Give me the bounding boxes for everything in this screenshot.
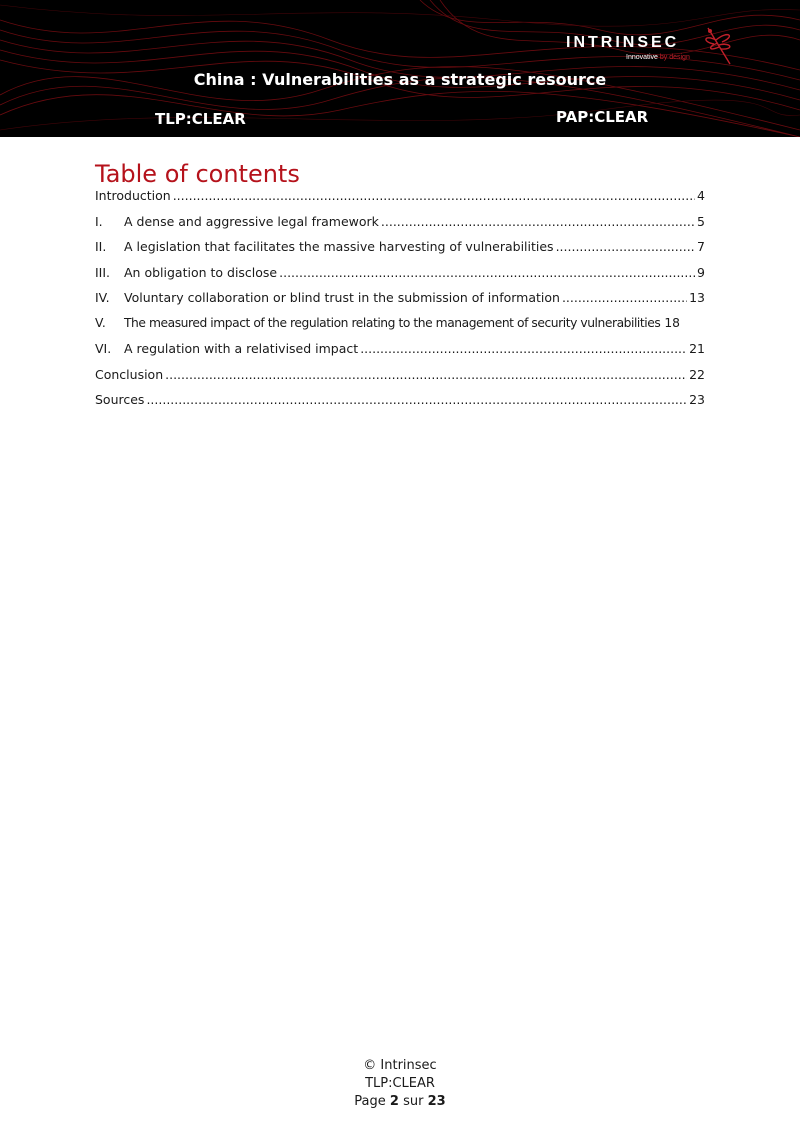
toc-leader-dots [360, 341, 687, 356]
logo-tagline [626, 54, 690, 61]
toc-leader-dots [556, 239, 695, 254]
toc-entry-section-4[interactable] [95, 290, 705, 316]
logo-tagline-suffix: by design [659, 54, 690, 61]
toc-entry-number: II. [95, 239, 107, 254]
toc-entry-label: Sources [95, 392, 145, 407]
footer-page-number [0, 1093, 800, 1111]
toc-entry-label: The measured impact of the regulation relating to the management of security vulnerabilities [124, 315, 661, 330]
toc-entry-page: 7 [697, 239, 705, 254]
logo-tagline-prefix: Innovative [626, 54, 658, 61]
toc-entry-section-6[interactable] [95, 341, 705, 367]
toc-entry-section-5[interactable] [95, 316, 705, 342]
footer-page-word: Page [354, 1094, 386, 1109]
toc-title: Table of contents [95, 160, 300, 188]
tlp-label: TLP:CLEAR [155, 110, 246, 128]
footer-page-total: 23 [427, 1094, 446, 1109]
footer-copyright: © Intrinsec [363, 1058, 437, 1073]
toc-entry-page: 18 [664, 315, 680, 330]
toc-entry-label: A regulation with a relativised impact [124, 341, 359, 356]
toc-entry-number: I. [95, 213, 103, 229]
page-header [0, 0, 800, 137]
toc-entry-page: 22 [689, 366, 705, 382]
table-of-contents [95, 188, 705, 418]
toc-entry-number: III. [95, 264, 111, 280]
toc-entry-label: Voluntary collaboration or blind trust in the submission of information [124, 290, 560, 305]
toc-entry-number: VI. [95, 341, 112, 356]
toc-entry-label: Introduction [95, 188, 171, 203]
toc-entry-label: An obligation to disclose [124, 264, 278, 280]
toc-leader-dots [165, 367, 687, 382]
toc-entry-page: 13 [689, 290, 705, 305]
toc-entry-number: V. [95, 315, 106, 330]
toc-entry-section-1[interactable] [95, 214, 705, 240]
toc-entry-page: 21 [689, 341, 705, 356]
toc-leader-dots [146, 392, 687, 407]
document-title: China : Vulnerabilities as a strategic resource [193, 70, 607, 89]
toc-entry-page: 23 [689, 392, 705, 407]
toc-entry-page: 5 [697, 213, 705, 229]
footer-page-current: 2 [389, 1094, 399, 1109]
toc-entry-section-2[interactable] [95, 239, 705, 265]
footer-tlp: TLP:CLEAR [365, 1076, 435, 1091]
toc-entry-label: A dense and aggressive legal framework [124, 213, 379, 229]
toc-leader-dots [562, 290, 687, 305]
toc-entry-sources[interactable] [95, 392, 705, 418]
toc-entry-label: Conclusion [95, 366, 164, 382]
toc-entry-conclusion[interactable] [95, 367, 705, 393]
page-footer [0, 1057, 800, 1111]
dragonfly-icon [700, 26, 740, 68]
logo-text: INTRINSEC [566, 34, 680, 51]
toc-entry-introduction[interactable] [95, 188, 705, 214]
toc-entry-label: A legislation that facilitates the massive harvesting of vulnerabilities [124, 239, 554, 254]
toc-entry-page: 9 [697, 264, 705, 280]
toc-leader-dots [173, 188, 695, 203]
toc-leader-dots [381, 214, 695, 229]
pap-label: PAP:CLEAR [556, 108, 649, 126]
toc-entry-number: IV. [95, 290, 110, 305]
toc-leader-dots [279, 265, 695, 280]
toc-entry-page: 4 [697, 188, 705, 203]
intrinsec-logo [566, 30, 741, 70]
footer-page-sep: sur [403, 1094, 424, 1109]
toc-entry-section-3[interactable] [95, 265, 705, 291]
